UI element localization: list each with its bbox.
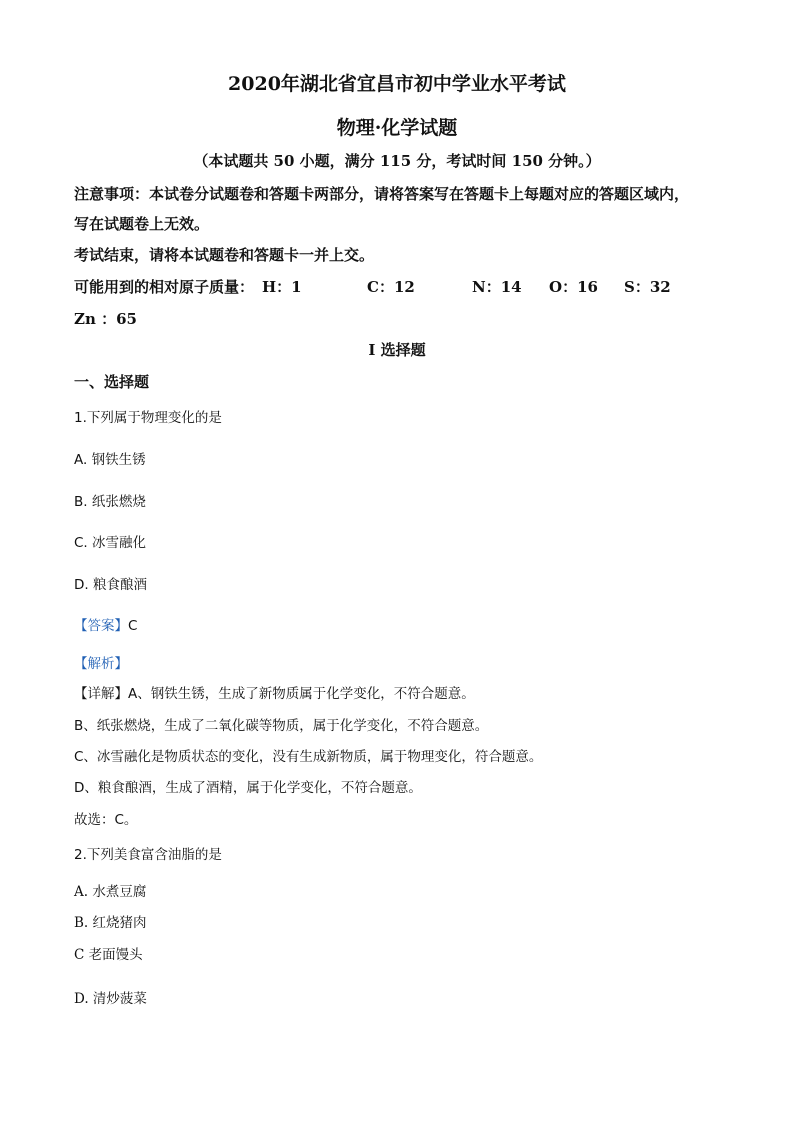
q1-detail-4: D、粮食酿酒，生成了酒精，属于化学变化，不符合题意。: [74, 780, 422, 796]
notes-line-2: 写在试题卷上无效。: [74, 215, 210, 233]
q2-option-c: C 老面馒头: [74, 947, 143, 963]
q1-option-c: C. 冰雪融化: [74, 535, 147, 551]
notes-line-1: 注意事项：本试卷分试题卷和答题卡两部分，请将答案写在答题卡上每题对应的答题区域内，: [74, 185, 690, 203]
atomic-mass-s: S：32: [624, 278, 671, 296]
notes-line-3: 考试结束，请将本试题卷和答题卡一并上交。: [74, 246, 375, 264]
atomic-mass-zn: Zn ：65: [74, 310, 137, 328]
atomic-mass-c: C：12: [367, 278, 415, 296]
q2-stem: 2.下列美食富含油脂的是: [74, 847, 222, 863]
q1-detail-2: B、纸张燃烧，生成了二氧化碳等物质，属于化学变化，不符合题意。: [74, 718, 489, 734]
q2-option-b: B. 红烧猪肉: [74, 915, 147, 931]
part-title: I 选择题: [368, 341, 426, 359]
atomic-mass-o: O：16: [549, 278, 598, 296]
atomic-mass-h: H：1: [262, 278, 302, 296]
section-heading: 一、选择题: [74, 373, 150, 391]
q1-stem: 1.下列属于物理变化的是: [74, 410, 222, 426]
q1-detail-1: [74, 682, 475, 702]
atomic-mass-label: 可能用到的相对原子质量：: [74, 278, 255, 296]
answer-value: C: [128, 618, 138, 634]
q1-analysis-tag: 【解析】: [74, 656, 128, 672]
detail-text: A、钢铁生锈，生成了新物质属于化学变化，不符合题意。: [128, 686, 475, 702]
q1-option-a: A. 钢铁生锈: [74, 452, 146, 468]
q1-detail-5: 故选：C。: [74, 812, 138, 828]
atomic-mass-n: N：14: [472, 278, 522, 296]
exam-info: （本试题共 50 小题，满分 115 分，考试时间 150 分钟。）: [193, 152, 601, 170]
q1-answer: [74, 614, 137, 634]
q2-option-a: A. 水煮豆腐: [74, 884, 147, 900]
detail-tag: 【详解】: [74, 686, 128, 702]
page-subtitle: 物理·化学试题: [336, 117, 458, 139]
answer-tag: 【答案】: [74, 618, 128, 634]
page-title: 2020年湖北省宜昌市初中学业水平考试: [228, 73, 566, 95]
q1-option-b: B. 纸张燃烧: [74, 494, 146, 510]
q1-option-d: D. 粮食酿酒: [74, 577, 147, 593]
q1-detail-3: C、冰雪融化是物质状态的变化，没有生成新物质，属于物理变化，符合题意。: [74, 749, 543, 765]
q2-option-d: D. 清炒菠菜: [74, 991, 147, 1007]
